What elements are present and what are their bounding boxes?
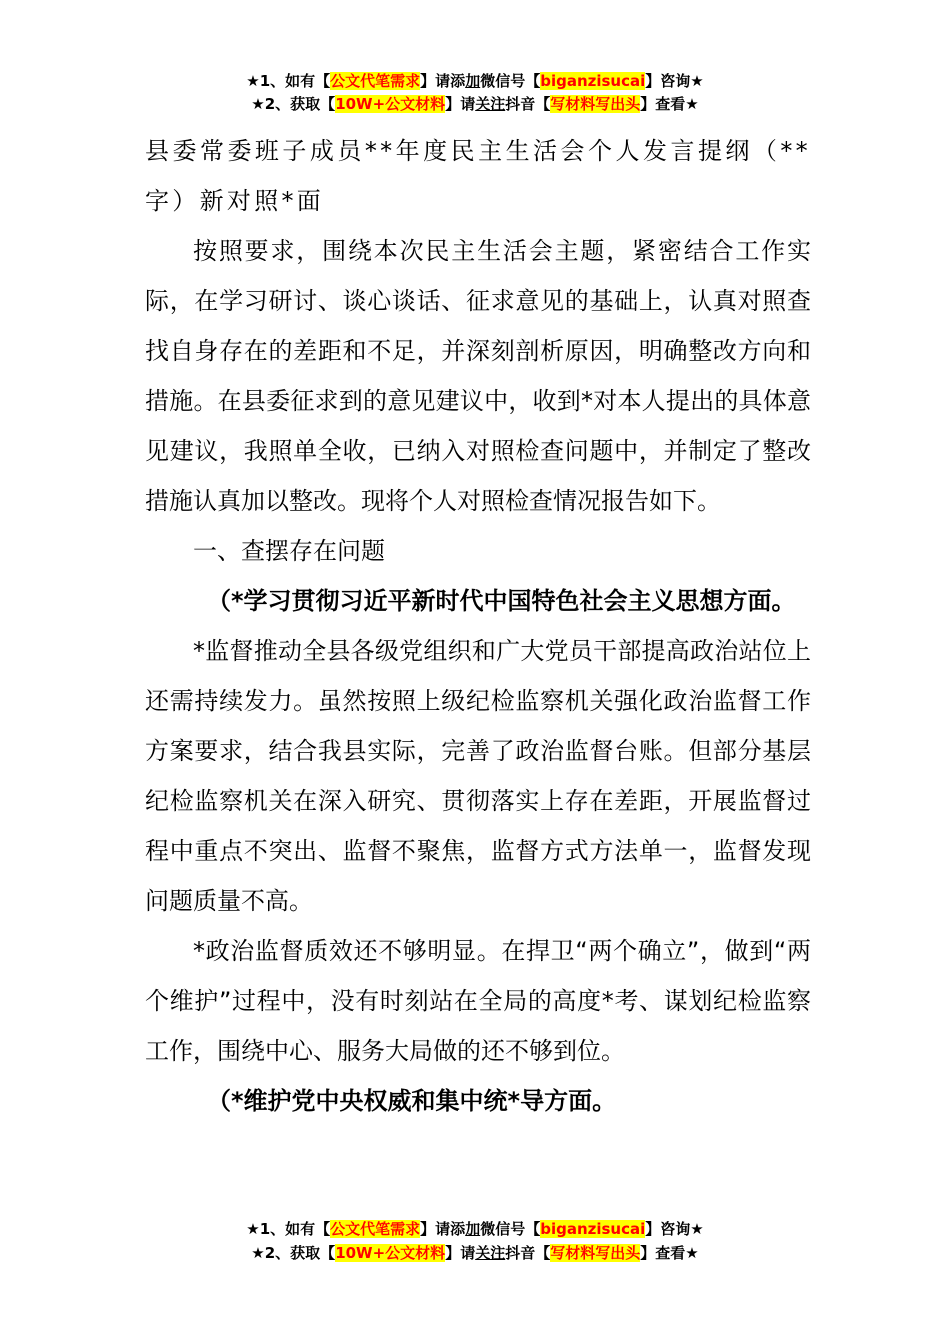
ad-text: ★2、获取【 — [251, 1244, 336, 1262]
ad-text: ★1、如有【 — [246, 72, 331, 90]
ad-text: ★1、如有【 — [246, 1220, 331, 1238]
section-heading: 一、查摆存在问题 — [193, 537, 385, 565]
ad-text: 】请添 — [420, 72, 466, 90]
ad-text: 】查看★ — [640, 1244, 699, 1262]
ad-underline: 关注 — [475, 95, 506, 113]
ad-text: 】请 — [445, 95, 476, 113]
document-body — [145, 126, 811, 1126]
document-title: 县委常委班子成员**年度民主生活会个人发言提纲（**字）新对照*面 — [145, 137, 811, 215]
ad-highlight: biganzisucai — [540, 1220, 646, 1238]
intro-paragraph: 按照要求，围绕本次民主生活会主题，紧密结合工作实际，在学习研讨、谈心谈话、征求意见的基础上，认真对照查找自身存在的差距和不足，并深刻剖析原因，明确整改方向和措施。在县委征求到的意见建议中，收到*对本人提出的具体意见建议，我照单全收，已纳入对照检查问题中，并制定了整改措施认真加以整改。现将个人对照检查情况报告如下。 — [145, 237, 811, 515]
header-ad-line-1 — [0, 70, 950, 92]
ad-highlight: biganzisucai — [540, 72, 646, 90]
ad-text: 】咨询★ — [645, 72, 704, 90]
ad-highlight: 10W+公文材料 — [335, 95, 446, 113]
ad-text: 】请 — [445, 1244, 476, 1262]
footer-ad-line-1 — [0, 1218, 950, 1240]
ad-highlight: 公文代笔需求 — [330, 72, 421, 90]
ad-text: 微信号【 — [480, 72, 541, 90]
ad-highlight: 公文代笔需求 — [330, 1220, 421, 1238]
ad-highlight: 10W+公文材料 — [335, 1244, 446, 1262]
ad-text: ★2、获取【 — [251, 95, 336, 113]
ad-text: 抖音【 — [505, 1244, 551, 1262]
ad-text: 】咨询★ — [645, 1220, 704, 1238]
body-paragraph: *监督推动全县各级党组织和广大党员干部提高政治站位上还需持续发力。虽然按照上级纪检监察机关强化政治监督工作方案要求，结合我县实际，完善了政治监督台账。但部分基层纪检监察机关在深入研究、贯彻落实上存在差距，开展监督过程中重点不突出、监督不聚焦，监督方式方法单一，监督发现问题质量不高。 — [145, 637, 811, 915]
ad-text: 抖音【 — [505, 95, 551, 113]
header-ad-line-2 — [0, 93, 950, 115]
ad-underline: 加 — [465, 1220, 481, 1238]
ad-highlight: 写材料写出头 — [550, 95, 641, 113]
ad-highlight: 写材料写出头 — [550, 1244, 641, 1262]
sub-heading: （*维护党中央权威和集中统*导方面。 — [207, 1087, 617, 1115]
ad-text: 】请添 — [420, 1220, 466, 1238]
sub-heading: （*学习贯彻习近平新时代中国特色社会主义思想方面。 — [207, 587, 796, 615]
ad-underline: 关注 — [475, 1244, 506, 1262]
body-paragraph: *政治监督质效还不够明显。在捍卫“两个确立”，做到“两个维护”过程中，没有时刻站在全局的高度*考、谋划纪检监察工作，围绕中心、服务大局做的还不够到位。 — [145, 937, 811, 1065]
footer-ad-line-2 — [0, 1242, 950, 1264]
ad-text: 微信号【 — [480, 1220, 541, 1238]
ad-text: 】查看★ — [640, 95, 699, 113]
ad-underline: 加 — [465, 72, 481, 90]
